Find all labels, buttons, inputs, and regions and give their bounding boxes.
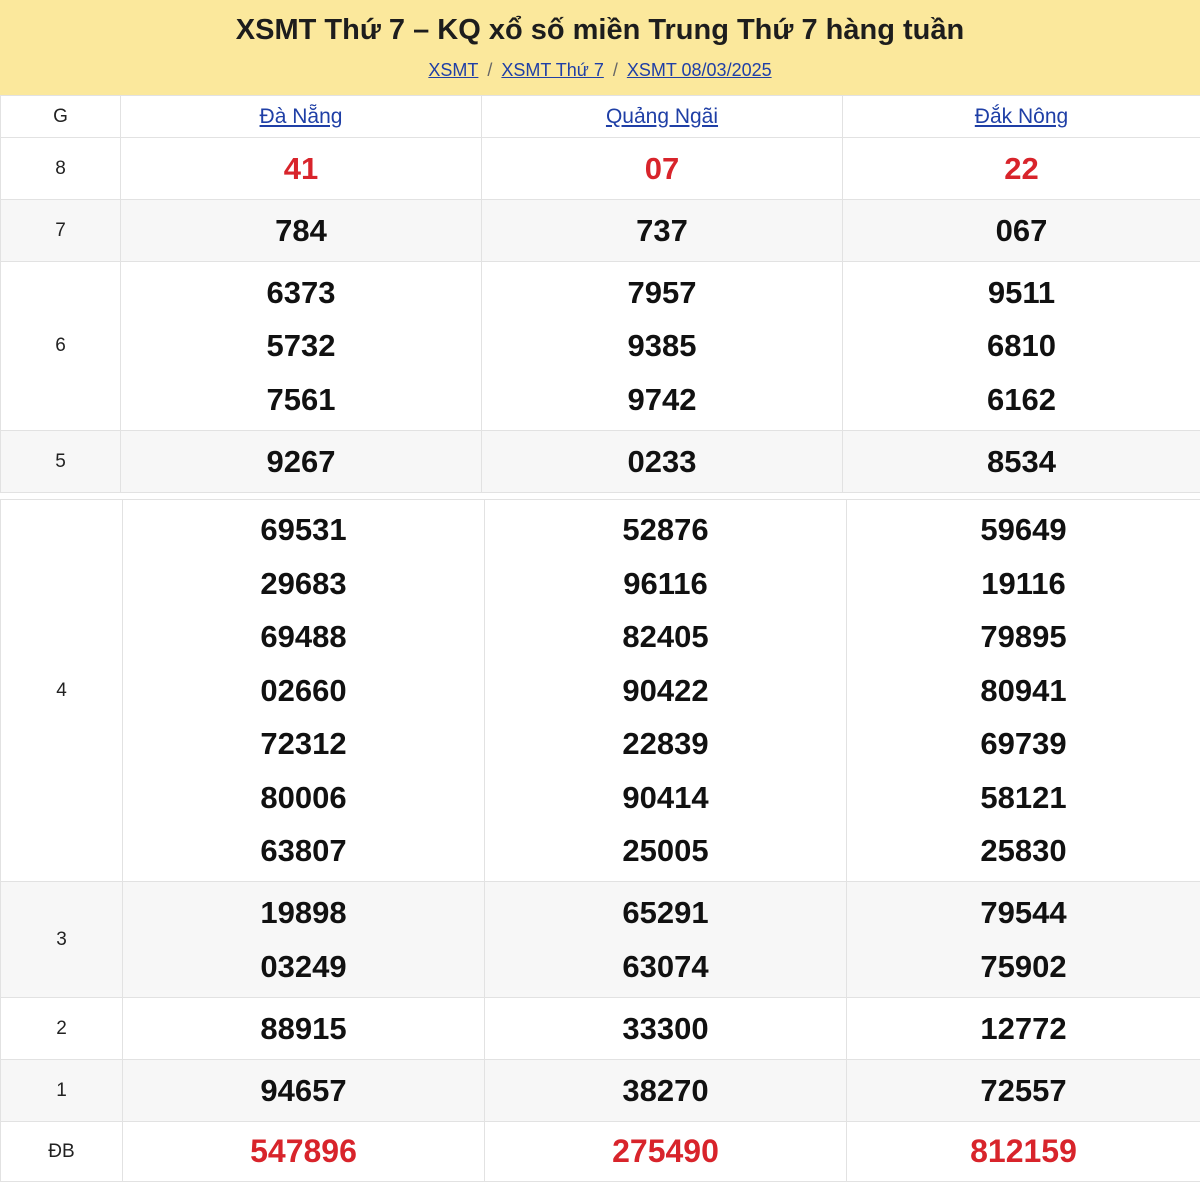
prize-number: 80941 — [980, 672, 1067, 708]
prize-number: 6162 — [987, 381, 1056, 417]
prize-cell — [843, 262, 1200, 431]
prize-cell — [847, 500, 1200, 882]
prize-number: 63807 — [260, 833, 347, 869]
prize-number: 72312 — [260, 726, 347, 762]
prize-number: 9742 — [627, 381, 697, 417]
province-header-dak-nong — [843, 96, 1200, 138]
prize-cell — [123, 998, 485, 1060]
prize-label: 7 — [1, 200, 121, 262]
prize-number: 19898 — [260, 895, 347, 930]
prize-number: 63074 — [622, 948, 709, 984]
prize-number: 784 — [275, 212, 327, 248]
results-table-upper — [0, 95, 1200, 493]
prize-number: 88915 — [260, 1010, 347, 1046]
breadcrumb-link-xsmt-thu-7[interactable]: XSMT Thứ 7 — [501, 60, 604, 80]
prize-number: 58121 — [980, 779, 1067, 815]
prize-cell — [123, 882, 485, 998]
province-link-quang-ngai[interactable]: Quảng Ngãi — [605, 104, 719, 128]
province-link-da-nang[interactable]: Đà Nẵng — [259, 104, 343, 128]
prize-cell — [123, 1122, 485, 1182]
prize-cell — [123, 500, 485, 882]
page-header — [0, 0, 1200, 95]
prize-number: 33300 — [622, 1010, 709, 1046]
prize-row-7 — [1, 200, 1200, 262]
prize-number: 07 — [644, 150, 680, 186]
prize-number: 22 — [1004, 150, 1039, 186]
prize-number: 72557 — [980, 1072, 1067, 1108]
breadcrumb — [0, 58, 1200, 82]
prize-row-4 — [1, 500, 1200, 882]
prize-cell — [485, 1122, 847, 1182]
prize-number: 94657 — [260, 1072, 347, 1108]
prize-number: 812159 — [970, 1132, 1077, 1169]
prize-number: 69739 — [980, 726, 1067, 762]
province-link-dak-nong[interactable]: Đắk Nông — [974, 104, 1069, 128]
prize-number: 90414 — [622, 779, 709, 815]
prize-cell — [482, 200, 843, 262]
prize-cell — [843, 200, 1200, 262]
table-header-row — [1, 96, 1200, 138]
prize-number: 6810 — [987, 328, 1056, 364]
breadcrumb-separator: / — [612, 60, 618, 80]
prize-number: 96116 — [623, 565, 708, 601]
prize-number: 69488 — [260, 619, 347, 655]
prize-cell — [121, 431, 482, 493]
prize-cell — [485, 998, 847, 1060]
prize-row-1 — [1, 1060, 1200, 1122]
prize-cell — [485, 882, 847, 998]
prize-number: 5732 — [266, 328, 336, 364]
prize-row-2 — [1, 998, 1200, 1060]
prize-number: 7957 — [627, 274, 697, 310]
prize-number: 75902 — [980, 948, 1067, 984]
prize-number: 067 — [995, 212, 1048, 248]
prize-cell — [121, 200, 482, 262]
prize-number: 82405 — [622, 619, 709, 655]
prize-cell — [482, 262, 843, 431]
prize-number: 12772 — [980, 1010, 1067, 1046]
prize-cell — [485, 1060, 847, 1122]
prize-number: 52876 — [622, 512, 709, 548]
prize-number: 8534 — [987, 443, 1056, 479]
prize-number: 25005 — [622, 833, 709, 869]
prize-row-6 — [1, 262, 1200, 431]
prize-number: 69531 — [260, 512, 347, 548]
prize-cell — [485, 500, 847, 882]
prize-cell — [847, 1060, 1200, 1122]
breadcrumb-separator: / — [487, 60, 493, 80]
prize-number: 547896 — [250, 1132, 357, 1169]
prize-number: 737 — [636, 212, 688, 248]
prize-number: 79544 — [980, 895, 1067, 930]
breadcrumb-link-xsmt-date[interactable]: XSMT 08/03/2025 — [626, 60, 772, 80]
prize-number: 02660 — [260, 672, 347, 708]
prize-cell — [843, 138, 1200, 200]
prize-cell — [482, 431, 843, 493]
prize-row-8 — [1, 138, 1200, 200]
prize-number: 6373 — [266, 274, 336, 310]
province-header-quang-ngai — [482, 96, 843, 138]
prize-number: 80006 — [260, 779, 347, 815]
prize-number: 29683 — [260, 565, 347, 601]
province-header-da-nang — [121, 96, 482, 138]
results-table-lower — [0, 499, 1200, 1182]
prize-label: ĐB — [1, 1122, 123, 1182]
prize-number: 41 — [283, 150, 319, 186]
prize-number: 9511 — [987, 274, 1056, 310]
prize-number: 90422 — [622, 672, 709, 708]
prize-row-5 — [1, 431, 1200, 493]
prize-label: 3 — [1, 882, 123, 998]
prize-number: 79895 — [980, 619, 1067, 655]
prize-row-3 — [1, 882, 1200, 998]
prize-number: 275490 — [612, 1132, 719, 1169]
prize-label: 1 — [1, 1060, 123, 1122]
prize-number: 9267 — [266, 443, 336, 479]
page-title: XSMT Thứ 7 – KQ xổ số miền Trung Thứ 7 hàng tuần — [235, 14, 965, 46]
prize-label: 6 — [1, 262, 121, 431]
prize-cell — [847, 998, 1200, 1060]
prize-number: 38270 — [622, 1072, 709, 1108]
prize-number: 0233 — [627, 443, 697, 479]
prize-cell — [843, 431, 1200, 493]
prize-number: 65291 — [622, 895, 709, 930]
prize-cell — [121, 262, 482, 431]
prize-number: 25830 — [980, 833, 1067, 869]
prize-label: 2 — [1, 998, 123, 1060]
prize-cell — [847, 1122, 1200, 1182]
prize-label: 4 — [1, 500, 123, 882]
prize-number: 59649 — [980, 512, 1067, 548]
prize-number: 19116 — [981, 565, 1066, 601]
prize-label: 8 — [1, 138, 121, 200]
prize-cell — [482, 138, 843, 200]
prize-number: 9385 — [627, 328, 697, 364]
prize-label: 5 — [1, 431, 121, 493]
prize-cell — [123, 1060, 485, 1122]
prize-number: 22839 — [622, 726, 709, 762]
prize-number: 7561 — [266, 381, 336, 417]
prize-cell — [121, 138, 482, 200]
prize-row-special — [1, 1122, 1200, 1182]
prize-cell — [847, 882, 1200, 998]
prize-column-header: G — [1, 96, 121, 138]
prize-number: 03249 — [260, 948, 347, 984]
breadcrumb-link-xsmt[interactable]: XSMT — [428, 60, 479, 80]
